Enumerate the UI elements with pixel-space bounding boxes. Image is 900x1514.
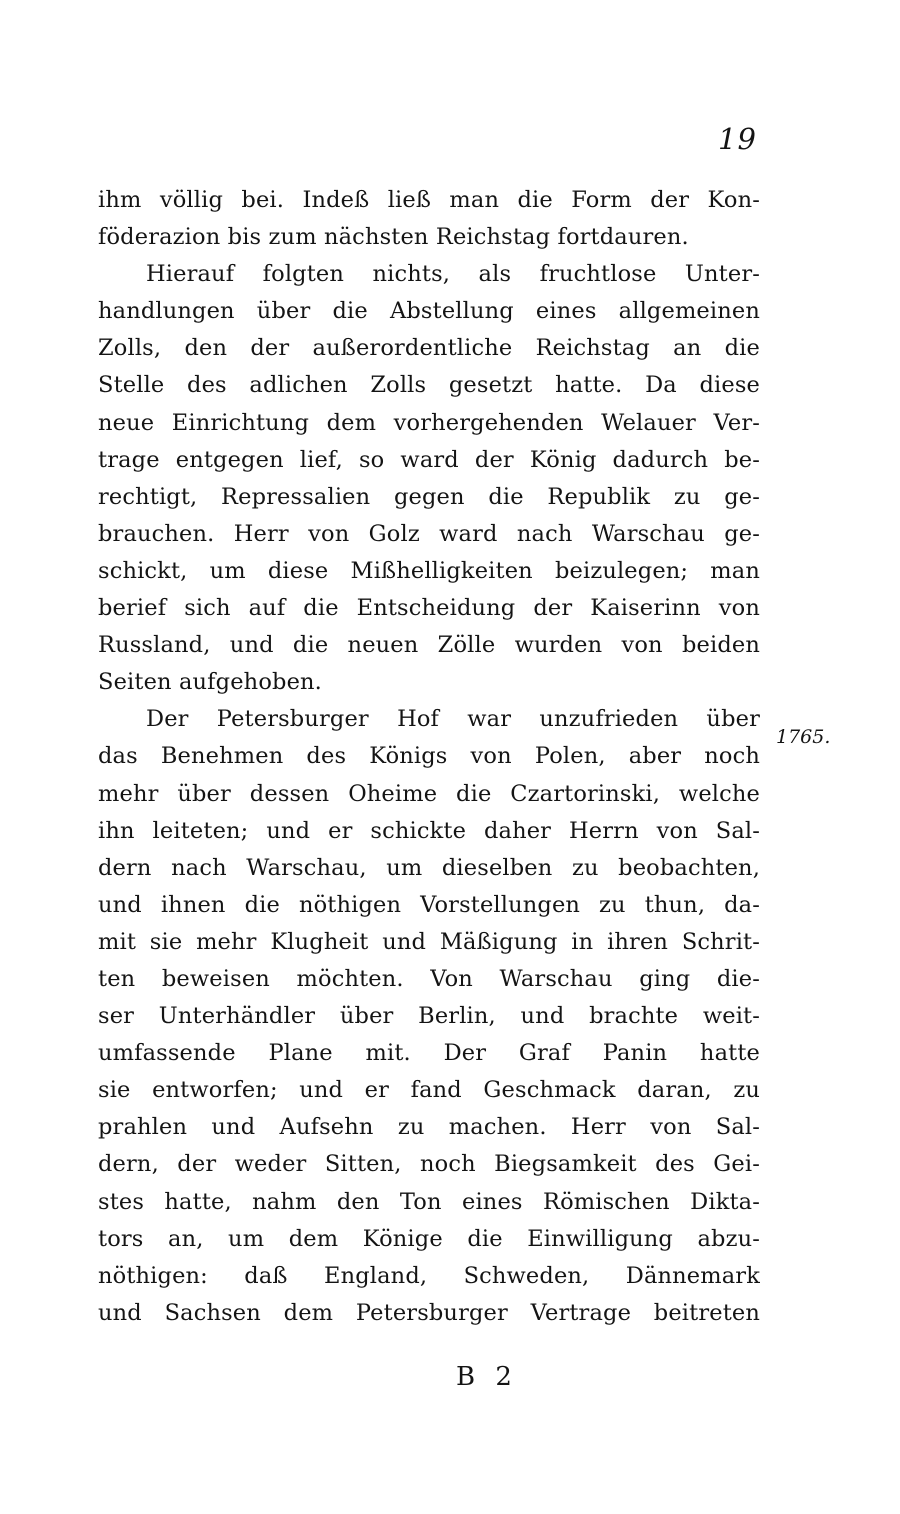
text-line: neue Einrichtung dem vorhergehenden Welauer Ver- (98, 409, 760, 436)
signature-mark: B 2 (456, 1362, 518, 1392)
text-line: tors an, um dem Könige die Einwilligung abzu- (98, 1225, 760, 1252)
margin-year-note: 1765. (776, 726, 831, 748)
text-line: handlungen über die Abstellung eines allgemeinen (98, 298, 760, 325)
text-line: Der Petersburger Hof war unzufrieden über (146, 706, 760, 733)
text-line: brauchen. Herr von Golz ward nach Warschau ge- (98, 520, 760, 547)
text-line: Stelle des adlichen Zolls gesetzt hatte. Da diese (98, 372, 760, 399)
text-line: umfassende Plane mit. Der Graf Panin hatte (98, 1040, 760, 1067)
text-line: nöthigen: daß England, Schweden, Dännemark (98, 1262, 760, 1289)
body-text (98, 182, 760, 1332)
text-line: dern nach Warschau, um dieselben zu beobachten, (98, 854, 760, 881)
text-line: trage entgegen lief, so ward der König dadurch be- (98, 446, 760, 473)
text-line: stes hatte, nahm den Ton eines Römischen Dikta- (98, 1188, 760, 1215)
text-line: dern, der weder Sitten, noch Biegsamkeit des Gei- (98, 1151, 760, 1178)
text-line: ser Unterhändler über Berlin, und brachte weit- (98, 1003, 760, 1030)
text-line: rechtigt, Repressalien gegen die Republik zu ge- (98, 483, 760, 510)
text-line: Zolls, den der außerordentliche Reichstag an die (98, 335, 760, 362)
page-number: 19 (718, 122, 757, 156)
text-line: Seiten aufgehoben. (98, 669, 322, 696)
text-line: schickt, um diese Mißhelligkeiten beizulegen; man (98, 557, 760, 584)
text-line: ihn leiteten; und er schickte daher Herrn von Sal- (98, 817, 760, 844)
text-line: mit sie mehr Klugheit und Mäßigung in ihren Schrit- (98, 928, 760, 955)
text-line: und ihnen die nöthigen Vorstellungen zu thun, da- (98, 891, 760, 918)
text-line: das Benehmen des Königs von Polen, aber noch (98, 743, 760, 770)
text-line: und Sachsen dem Petersburger Vertrage beitreten (98, 1299, 760, 1326)
text-line: sie entworfen; und er fand Geschmack daran, zu (98, 1077, 760, 1104)
text-line: berief sich auf die Entscheidung der Kaiserinn von (98, 595, 760, 622)
text-line: mehr über dessen Oheime die Czartorinski, welche (98, 780, 760, 807)
text-line: Russland, und die neuen Zölle wurden von beiden (98, 632, 760, 659)
text-line: Hierauf folgten nichts, als fruchtlose Unter- (146, 261, 760, 288)
text-line: prahlen und Aufsehn zu machen. Herr von Sal- (98, 1114, 760, 1141)
text-line: föderazion bis zum nächsten Reichstag fortdauren. (98, 224, 689, 251)
text-line: ihm völlig bei. Indeß ließ man die Form der Kon- (98, 187, 760, 213)
text-line: ten beweisen möchten. Von Warschau ging die- (98, 965, 760, 992)
